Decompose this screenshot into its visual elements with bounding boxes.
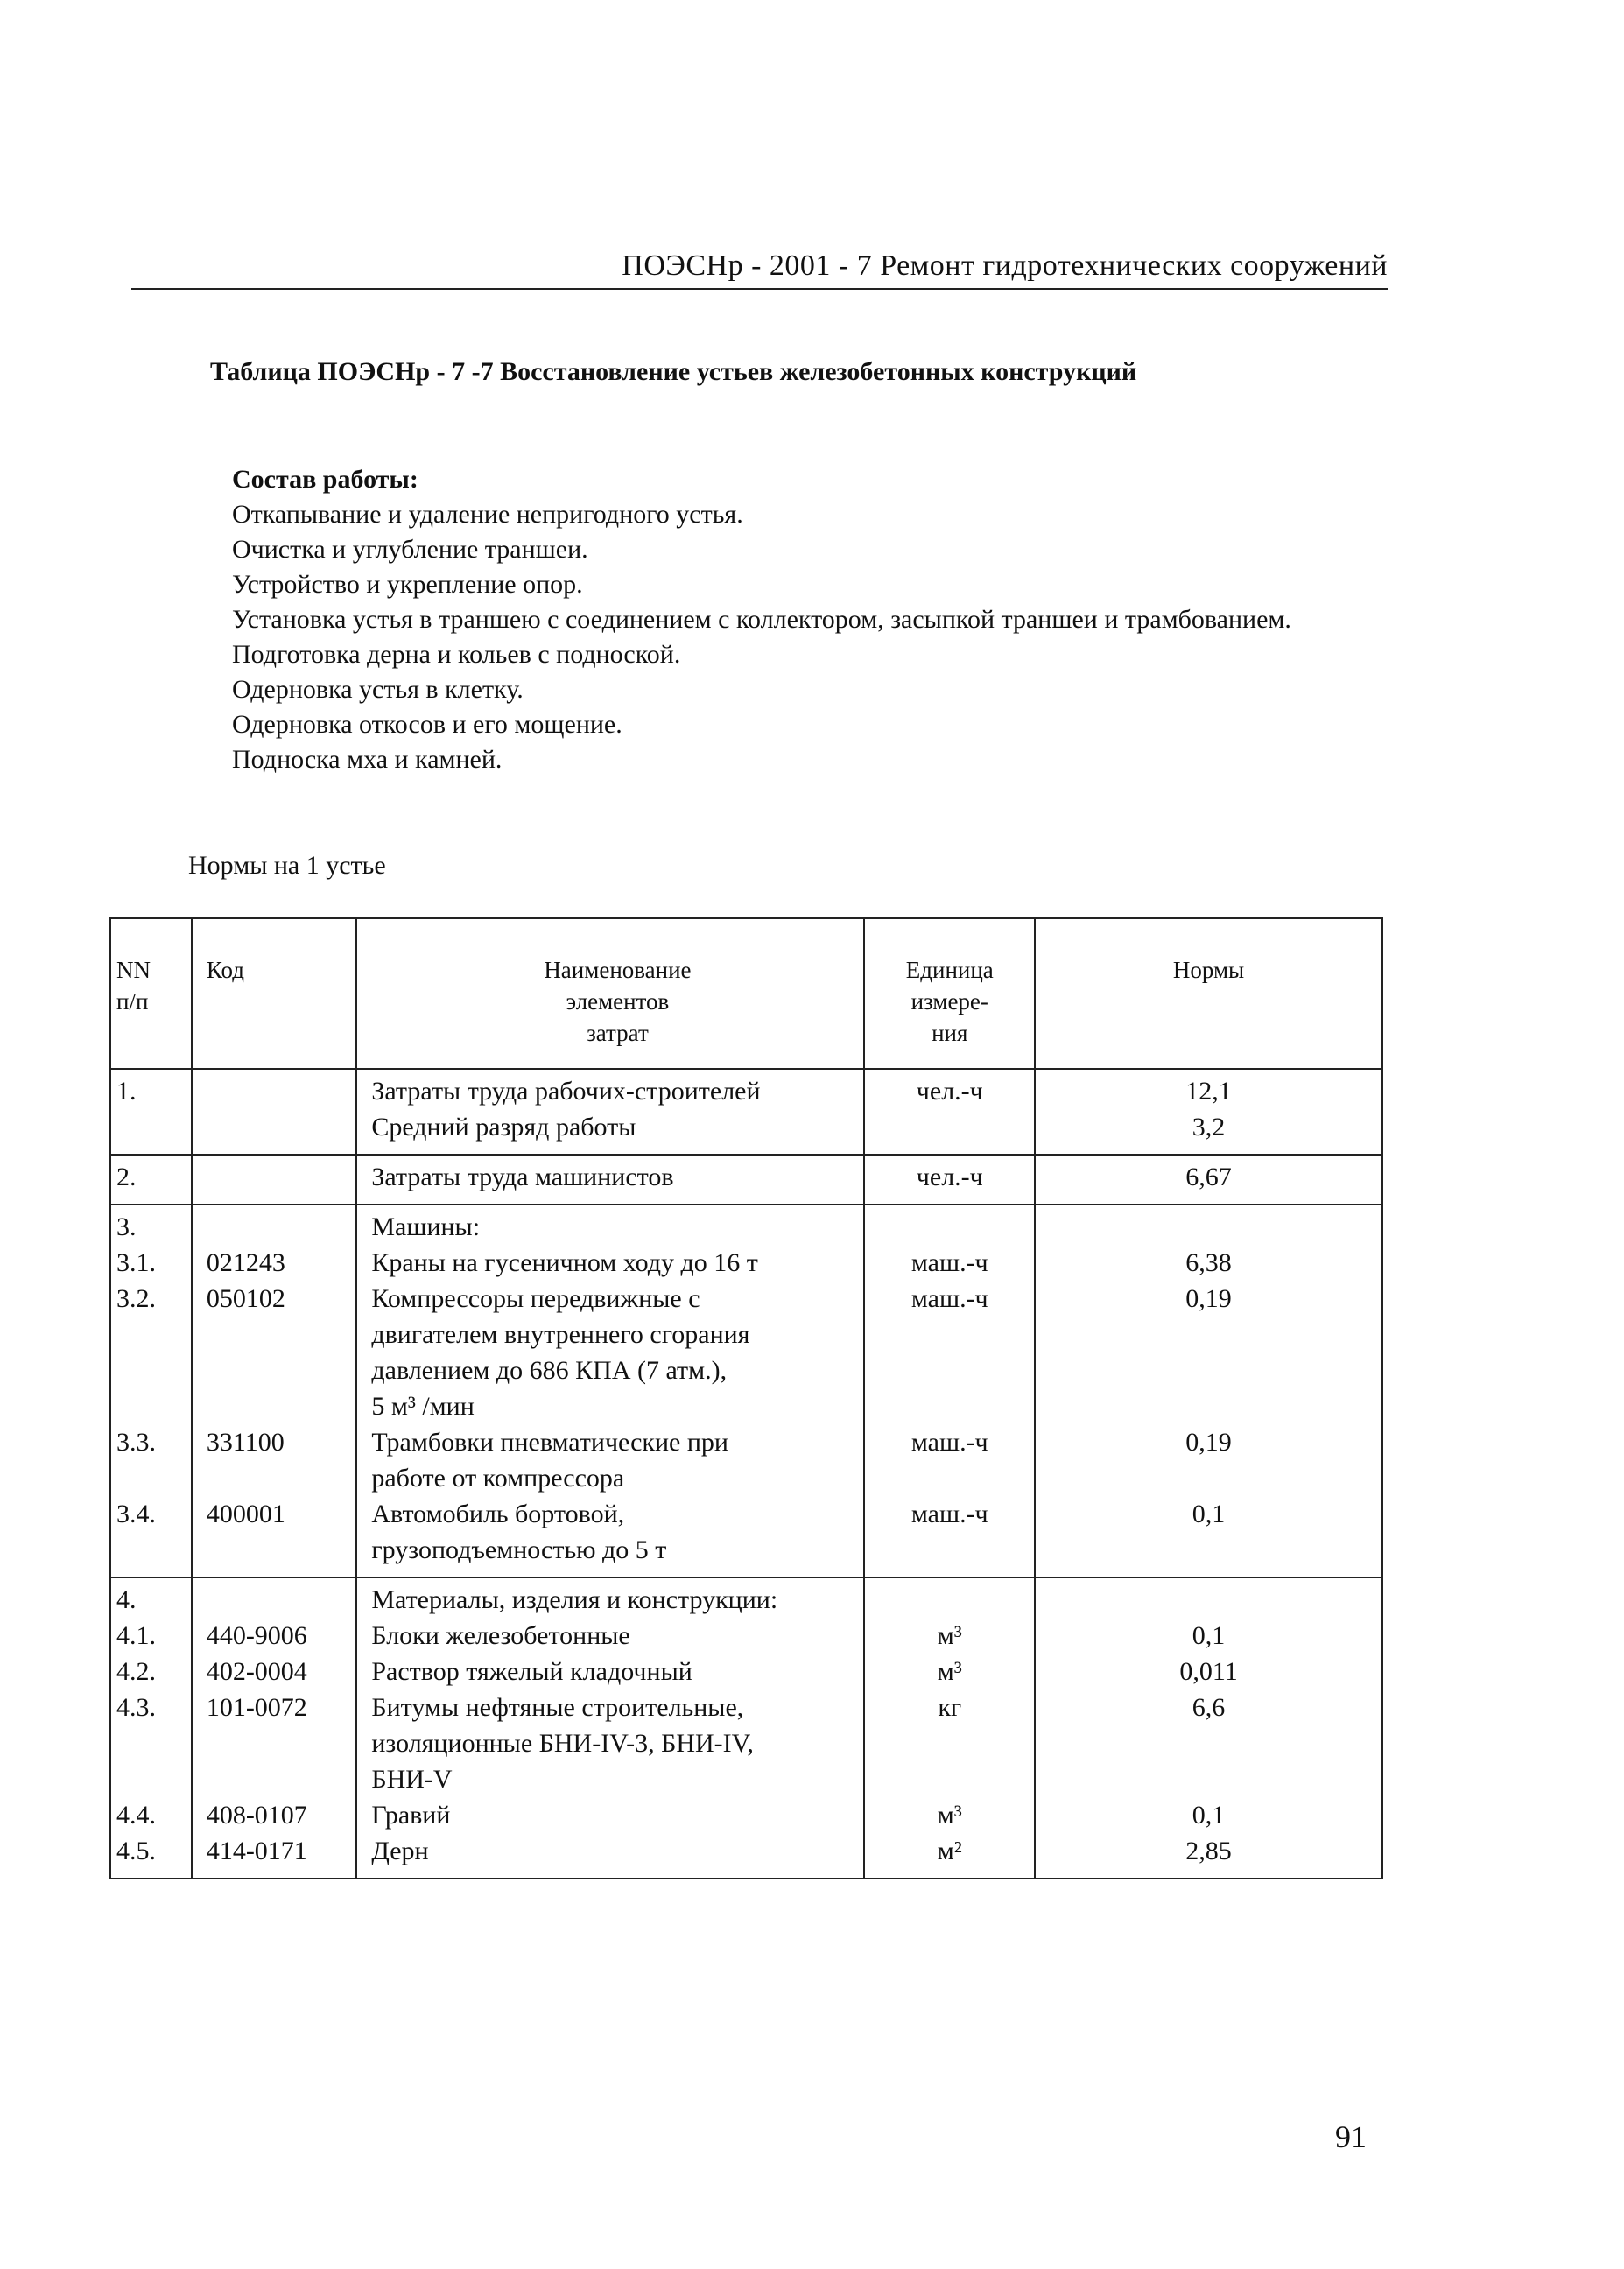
row-unit: маш.-ч [910, 1428, 988, 1457]
row-code: 400001 [206, 1500, 285, 1528]
row-code-spacer [207, 1352, 356, 1388]
row-unit: маш.-ч [910, 1284, 988, 1313]
norms-table [109, 917, 1383, 1879]
row-code: 402-0004 [206, 1657, 307, 1686]
cell-nn [110, 1577, 192, 1879]
col-header-unit-line: ния [932, 1020, 968, 1046]
row-name-line: 5 м³ /мин [371, 1392, 475, 1421]
cell-unit [864, 1155, 1035, 1205]
row-name-line: двигателем внутреннего сгорания [371, 1320, 750, 1349]
cell-code [192, 1155, 357, 1205]
work-item: Одерновка устья в клетку. [232, 675, 524, 704]
col-header-unit-line: Единица [905, 957, 994, 983]
row-name-line: Блоки железобетонные [371, 1621, 630, 1650]
row-code-spacer [207, 1761, 356, 1797]
row-nn: 4.1. [116, 1621, 156, 1650]
row-code: 414-0171 [206, 1837, 307, 1865]
row-norm: 2,85 [1185, 1837, 1232, 1865]
work-item: Устройство и укрепление опор. [232, 570, 583, 599]
work-item: Подноска мха и камней. [232, 745, 503, 774]
row-unit-spacer [865, 1388, 1034, 1424]
row-unit-spacer [865, 1352, 1034, 1388]
work-item: Одерновка откосов и его мощение. [232, 710, 622, 739]
row-nn: 3.3. [116, 1428, 156, 1457]
work-item: Откапывание и удаление непригодного устья. [232, 500, 743, 529]
cell-name [356, 1205, 864, 1577]
row-norm-spacer [1036, 1388, 1381, 1424]
row-norm-spacer [1036, 1460, 1381, 1496]
table-section [110, 1205, 1382, 1577]
row-code-spacer [207, 1725, 356, 1761]
table-title: Таблица ПОЭСНр - 7 -7 Восстановление устьев железобетонных конструкций [210, 357, 1137, 386]
row-unit: маш.-ч [910, 1248, 988, 1277]
row-code: 101-0072 [206, 1693, 307, 1722]
row-norm: 12,1 [1185, 1077, 1232, 1106]
col-header-code-line: Код [206, 957, 244, 983]
cell-name [356, 1577, 864, 1879]
row-code: 408-0107 [206, 1801, 307, 1830]
row-nn: 3.1. [116, 1248, 156, 1277]
cell-nn [110, 1155, 192, 1205]
row-unit-spacer [865, 1761, 1034, 1797]
row-norm: 0,19 [1185, 1284, 1232, 1313]
row-name-line: Машины: [371, 1212, 481, 1241]
row-name-line: Материалы, изделия и конструкции: [371, 1585, 778, 1614]
row-name-line: Дерн [371, 1837, 429, 1865]
row-code [207, 1582, 356, 1618]
row-name-line: давлением до 686 КПА (7 атм.), [371, 1356, 728, 1385]
row-norm: 6,38 [1185, 1248, 1232, 1277]
table-section [110, 1069, 1382, 1155]
row-unit: м³ [937, 1657, 962, 1686]
col-header-nn-line: NN [116, 957, 151, 983]
page-number: 91 [1335, 2119, 1367, 2154]
cell-code [192, 1577, 357, 1879]
row-code-spacer [207, 1532, 356, 1568]
work-heading: Состав работы: [232, 465, 418, 494]
col-header-unit [864, 918, 1035, 1069]
row-unit-spacer [865, 1532, 1034, 1568]
row-name-line: Раствор тяжелый кладочный [371, 1657, 692, 1686]
norms-caption: Нормы на 1 устье [188, 851, 386, 880]
cell-nn [110, 1205, 192, 1577]
row-nn: 3.4. [116, 1500, 156, 1528]
row-nn: 3. [116, 1212, 137, 1241]
col-header-unit-line: измере- [910, 988, 988, 1015]
cell-norm [1035, 1577, 1382, 1879]
row-nn: 4.3. [116, 1693, 156, 1722]
table-section [110, 1577, 1382, 1879]
row-nn: 4.4. [116, 1801, 156, 1830]
row-nn: 2. [116, 1163, 137, 1191]
row-norm-spacer [1036, 1725, 1381, 1761]
row-nn-spacer [116, 1460, 191, 1496]
work-item: Подготовка дерна и кольев с подноской. [232, 640, 681, 669]
row-name-line: Компрессоры передвижные с [371, 1284, 700, 1313]
row-code-spacer [207, 1388, 356, 1424]
row-norm: 3,2 [1192, 1113, 1226, 1142]
row-nn [116, 1109, 191, 1145]
row-unit: чел.-ч [916, 1077, 983, 1106]
col-header-nn [110, 918, 192, 1069]
row-unit: м³ [937, 1801, 962, 1830]
row-nn: 3.2. [116, 1284, 156, 1313]
cell-norm [1035, 1155, 1382, 1205]
row-name-line: грузоподъемностью до 5 т [371, 1535, 667, 1564]
cell-unit [864, 1205, 1035, 1577]
cell-nn [110, 1069, 192, 1155]
work-item: Установка устья в траншею с соединением с коллектором, засыпкой траншеи и трамбованием. [232, 605, 1291, 634]
cell-norm [1035, 1069, 1382, 1155]
work-composition [232, 462, 1370, 777]
row-name-line: Краны на гусеничном ходу до 16 т [371, 1248, 758, 1277]
row-code [207, 1109, 356, 1145]
row-norm-spacer [1036, 1352, 1381, 1388]
row-norm: 6,67 [1185, 1163, 1232, 1191]
row-norm: 0,1 [1192, 1621, 1226, 1650]
work-items [232, 497, 1370, 777]
row-norm: 0,1 [1192, 1801, 1226, 1830]
running-header: ПОЭСНр - 2001 - 7 Ремонт гидротехнических сооружений [131, 249, 1388, 290]
table-header-row [110, 918, 1382, 1069]
row-nn: 1. [116, 1077, 137, 1106]
cell-code [192, 1205, 357, 1577]
col-header-name-line: затрат [587, 1020, 649, 1046]
row-nn-spacer [116, 1352, 191, 1388]
row-name-line: Средний разряд работы [371, 1113, 636, 1142]
col-header-nn-line: п/п [116, 988, 149, 1015]
row-name-line: работе от компрессора [371, 1464, 625, 1493]
row-code [207, 1073, 356, 1109]
row-norm-spacer [1036, 1317, 1381, 1352]
row-unit-spacer [865, 1460, 1034, 1496]
row-name-line: Автомобиль бортовой, [371, 1500, 625, 1528]
row-code: 331100 [206, 1428, 285, 1457]
row-unit: кг [938, 1693, 962, 1722]
row-unit: маш.-ч [910, 1500, 988, 1528]
row-code: 021243 [206, 1248, 285, 1277]
col-header-name [356, 918, 864, 1069]
row-name-line: Гравий [371, 1801, 451, 1830]
row-name-line: Битумы нефтяные строительные, [371, 1693, 744, 1722]
row-norm-spacer [1036, 1761, 1381, 1797]
row-nn: 4. [116, 1585, 137, 1614]
cell-code [192, 1069, 357, 1155]
table-section [110, 1155, 1382, 1205]
row-norm: 0,19 [1185, 1428, 1232, 1457]
row-unit: чел.-ч [916, 1163, 983, 1191]
row-unit [865, 1582, 1034, 1618]
row-name-line: Трамбовки пневматические при [371, 1428, 728, 1457]
row-code-spacer [207, 1460, 356, 1496]
row-norm: 0,1 [1192, 1500, 1226, 1528]
row-unit: м³ [937, 1621, 962, 1650]
row-unit [865, 1209, 1034, 1245]
row-code [207, 1209, 356, 1245]
row-code [207, 1159, 356, 1195]
row-name-line: изоляционные БНИ-IV-3, БНИ-IV, [371, 1729, 754, 1758]
col-header-norm [1035, 918, 1382, 1069]
row-nn: 4.2. [116, 1657, 156, 1686]
row-nn-spacer [116, 1317, 191, 1352]
row-nn-spacer [116, 1532, 191, 1568]
row-unit [865, 1109, 1034, 1145]
row-unit-spacer [865, 1317, 1034, 1352]
cell-name [356, 1155, 864, 1205]
row-code-spacer [207, 1317, 356, 1352]
col-header-norm-line: Нормы [1172, 957, 1245, 983]
col-header-name-line: элементов [566, 988, 670, 1015]
row-nn: 4.5. [116, 1837, 156, 1865]
row-name-line: БНИ-V [371, 1765, 453, 1794]
table-body [110, 1069, 1382, 1879]
row-nn-spacer [116, 1388, 191, 1424]
row-code: 050102 [206, 1284, 285, 1313]
row-name-line: Затраты труда машинистов [371, 1163, 674, 1191]
cell-unit [864, 1577, 1035, 1879]
row-norm: 6,6 [1192, 1693, 1226, 1722]
row-norm: 0,011 [1179, 1657, 1238, 1686]
row-nn-spacer [116, 1725, 191, 1761]
col-header-name-line: Наименование [544, 957, 692, 983]
row-code: 440-9006 [206, 1621, 307, 1650]
cell-unit [864, 1069, 1035, 1155]
row-nn-spacer [116, 1761, 191, 1797]
row-unit-spacer [865, 1725, 1034, 1761]
row-name-line: Затраты труда рабочих-строителей [371, 1077, 761, 1106]
cell-norm [1035, 1205, 1382, 1577]
row-unit: м² [937, 1837, 962, 1865]
cell-name [356, 1069, 864, 1155]
row-norm [1036, 1582, 1381, 1618]
row-norm [1036, 1209, 1381, 1245]
col-header-code [192, 918, 357, 1069]
row-norm-spacer [1036, 1532, 1381, 1568]
work-item: Очистка и углубление траншеи. [232, 535, 588, 564]
